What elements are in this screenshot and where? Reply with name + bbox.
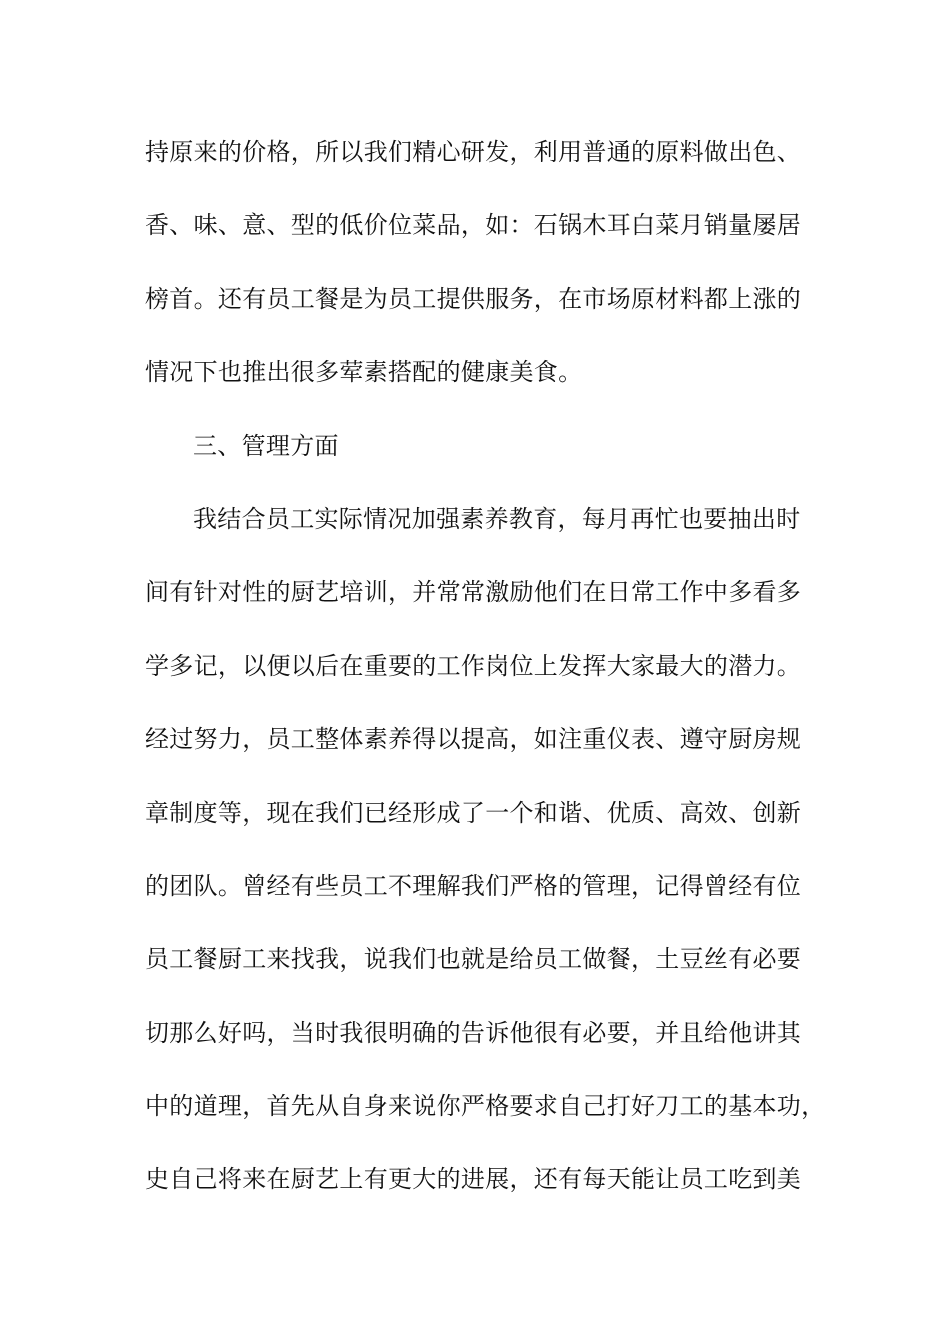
paragraph-line: 切那么好吗，当时我很明确的告诉他很有必要，并且给他讲其 <box>145 1018 802 1047</box>
paragraph-line: 情况下也推出很多荤素搭配的健康美食。 <box>145 358 583 387</box>
paragraph-line: 香、味、意、型的低价位菜品，如：石锅木耳白菜月销量屡居 <box>145 211 802 240</box>
paragraph-line: 榜首。还有员工餐是为员工提供服务，在市场原材料都上涨的 <box>145 284 802 313</box>
paragraph-line: 经过努力，员工整体素养得以提高，如注重仪表、遵守厨房规 <box>145 725 802 754</box>
paragraph-line: 持原来的价格，所以我们精心研发，利用普通的原料做出色、 <box>145 138 802 166</box>
paragraph-line: 章制度等，现在我们已经形成了一个和谐、优质、高效、创新 <box>145 798 802 827</box>
paragraph-line: 学多记，以便以后在重要的工作岗位上发挥大家最大的潜力。 <box>145 651 802 680</box>
paragraph-line: 间有针对性的厨艺培训，并常常激励他们在日常工作中多看多 <box>145 578 802 607</box>
paragraph-line: 的团队。曾经有些员工不理解我们严格的管理，记得曾经有位 <box>145 871 802 900</box>
paragraph-line: 我结合员工实际情况加强素养教育，每月再忙也要抽出时 <box>193 504 801 533</box>
paragraph-line: 史自己将来在厨艺上有更大的进展，还有每天能让员工吃到美 <box>145 1165 802 1194</box>
paragraph-line: 员工餐厨工来找我，说我们也就是给员工做餐，土豆丝有必要 <box>145 945 802 974</box>
section-heading: 三、管理方面 <box>193 431 339 460</box>
document-body <box>145 134 835 1235</box>
paragraph-line: 中的道理，首先从自身来说你严格要求自己打好刀工的基本功， <box>145 1092 826 1121</box>
